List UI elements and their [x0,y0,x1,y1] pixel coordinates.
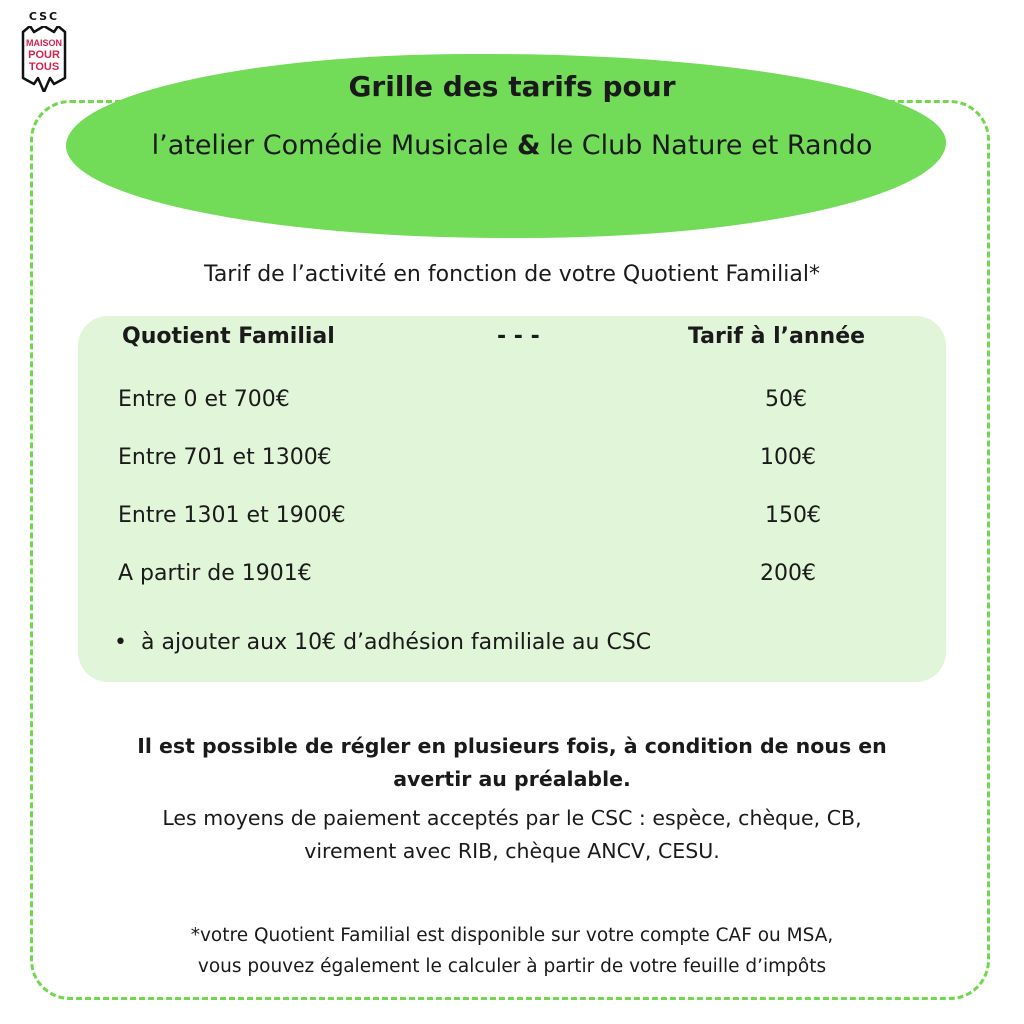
footnote-line1: *votre Quotient Familial est disponible sur votre compte CAF ou MSA, [190,925,834,946]
payment-methods-line2: virement avec RIB, chèque ANCV, CESU. [304,839,720,863]
tariff-table-panel [78,316,946,682]
bullet-icon: • [114,630,127,655]
column-header-separator: - - - [497,324,540,349]
page-subtitle [0,130,1024,161]
page-title: Grille des tarifs pour [348,70,676,103]
table-row-range: Entre 1301 et 1900€ [118,503,346,528]
installment-note [0,730,1024,796]
column-header-quotient: Quotient Familial [122,324,335,349]
installment-note-line2: avertir au préalable. [393,767,631,791]
table-row-price: 50€ [765,387,807,412]
table-row-price: 150€ [765,503,821,528]
logo-line3: TOUS [28,61,60,73]
footnote-line2: vous pouvez également le calculer à partir de votre feuille d’impôts [197,956,827,977]
membership-note-text: à ajouter aux 10€ d’adhésion familiale au CSC [140,630,652,655]
membership-note [114,630,651,655]
column-header-tarif: Tarif à l’année [688,324,866,349]
logo-line2: POUR [28,49,60,61]
payment-methods-line1: Les moyens de paiement acceptés par le CSC : espèce, chèque, CB, [162,806,862,830]
footnote [0,920,1024,982]
installment-note-line1: Il est possible de régler en plusieurs fois, à condition de nous en [137,734,887,758]
logo-line1: MAISON [26,38,62,48]
subtitle-ampersand: & [516,130,541,161]
intro-text: Tarif de l’activité en fonction de votre Quotient Familial* [204,262,820,287]
table-row-range: Entre 701 et 1300€ [118,445,332,470]
table-row-price: 200€ [760,561,816,586]
table-row-range: Entre 0 et 700€ [118,387,290,412]
table-row-price: 100€ [760,445,816,470]
payment-methods [0,802,1024,868]
subtitle-part2: le Club Nature et Rando [549,130,873,161]
logo-csc-text: CSC [28,10,60,23]
subtitle-part1: l’atelier Comédie Musicale [151,130,509,161]
table-row-range: A partir de 1901€ [118,561,312,586]
